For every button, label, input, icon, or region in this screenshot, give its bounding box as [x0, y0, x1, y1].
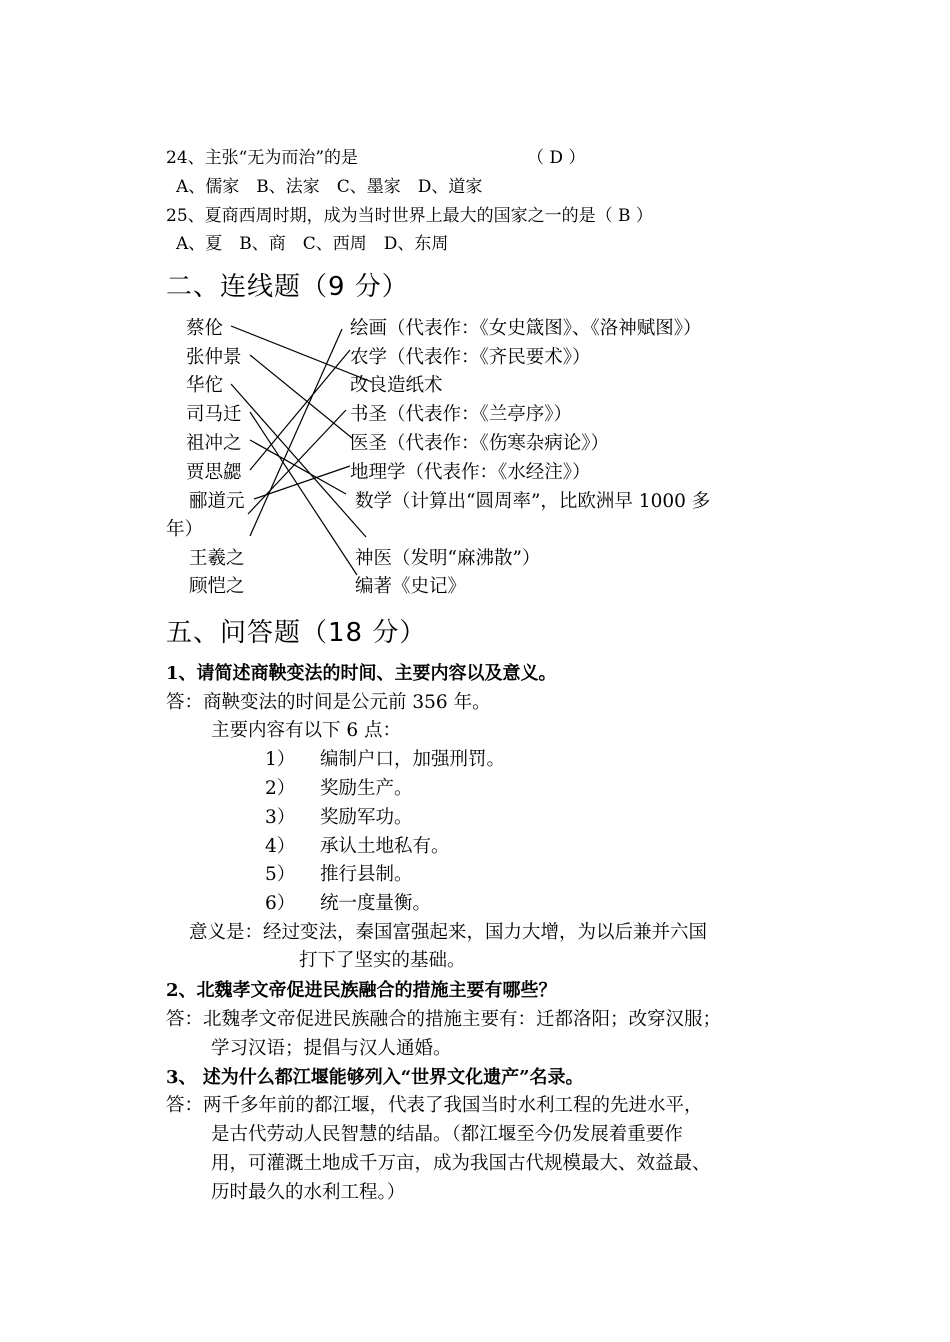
- match-item: 地理学（代表作：《水经注》）: [350, 462, 591, 483]
- point-text: 编制户口，加强刑罚。: [320, 749, 506, 770]
- question-24: 24、主张“无为而治”的是: [166, 148, 359, 168]
- point-number: 1）: [265, 749, 296, 770]
- name-item: 郦道元: [189, 491, 245, 512]
- essay-heading: 五、问答题（18 分）: [166, 618, 427, 648]
- match-item: 神医（发明“麻沸散”）: [355, 548, 541, 569]
- matching-heading: 二、连线题（9 分）: [166, 272, 409, 302]
- essay-answer-2: 答：北魏孝文帝促进民族融合的措施主要有：迁都洛阳；改穿汉服；: [166, 1009, 722, 1030]
- match-item: 数学（计算出“圆周率”，比欧洲早 1000 多: [355, 491, 711, 512]
- name-item: 张仲景: [186, 347, 242, 368]
- point-text: 奖励生产。: [320, 778, 413, 799]
- point-text: 推行县制。: [320, 864, 413, 885]
- point-number: 4）: [265, 836, 296, 857]
- match-item: 书圣（代表作：《兰亭序》）: [350, 404, 573, 425]
- essay-answer-3-cont: 用，可灌溉土地成千万亩，成为我国古代规模最大、效益最、: [211, 1153, 711, 1174]
- name-item: 司马迁: [186, 404, 242, 425]
- essay-answer-2-cont: 学习汉语；提倡与汉人通婚。: [211, 1038, 452, 1059]
- point-number: 2）: [265, 778, 296, 799]
- question-24-options: A、儒家 B、法家 C、墨家 D、道家: [176, 177, 483, 197]
- question-25-options: A、夏 B、商 C、西周 D、东周: [176, 234, 449, 254]
- name-item: 蔡伦: [186, 318, 224, 339]
- match-line-jia-sixie: [250, 350, 350, 470]
- match-line-sima-qian: [250, 412, 357, 575]
- match-item: 编著《史记》: [355, 576, 467, 597]
- essay-answer-1-meaning: 意义是：经过变法，秦国富强起来，国力大增，为以后兼并六国: [189, 922, 708, 943]
- match-line-cai-lun: [231, 326, 372, 382]
- essay-answer-1-meaning-cont: 打下了坚实的基础。: [299, 950, 466, 971]
- essay-answer-3-cont: 是古代劳动人民智慧的结晶。（都江堰至今仍发展着重要作: [211, 1124, 683, 1145]
- essay-question-2: 2、北魏孝文帝促进民族融合的措施主要有哪些？: [166, 980, 557, 1001]
- name-item: 顾恺之: [189, 576, 245, 597]
- essay-question-3: 3、 述为什么都江堰能够列入“世界文化遗产”名录。: [166, 1067, 584, 1088]
- question-25: 25、夏商西周时期，成为当时世界上最大的国家之一的是（ B ）: [166, 206, 653, 226]
- point-number: 3）: [265, 807, 296, 828]
- name-item: 王羲之: [189, 548, 245, 569]
- essay-answer-3-cont: 历时最久的水利工程。）: [211, 1182, 406, 1203]
- essay-answer-1-time: 答：商鞅变法的时间是公元前 356 年。: [166, 692, 491, 713]
- match-item: 绘画（代表作：《女史箴图》、《洛神赋图》）: [350, 318, 702, 339]
- name-item: 贾思勰: [186, 462, 242, 483]
- point-number: 6）: [265, 893, 296, 914]
- match-item-wrap: 年）: [166, 519, 204, 540]
- name-item: 华佗: [186, 375, 224, 396]
- point-number: 5）: [265, 864, 296, 885]
- essay-answer-3: 答：两千多年前的都江堰，代表了我国当时水利工程的先进水平，: [166, 1095, 703, 1116]
- point-text: 承认土地私有。: [320, 836, 450, 857]
- match-item: 改良造纸术: [350, 375, 443, 396]
- match-item: 医圣（代表作：《伤寒杂病论》）: [350, 433, 610, 454]
- essay-question-1: 1、请简述商鞅变法的时间、主要内容以及意义。: [166, 663, 557, 684]
- essay-answer-1-intro: 主要内容有以下 6 点：: [211, 720, 402, 741]
- question-24-answer: （ D ）: [527, 148, 586, 168]
- point-text: 统一度量衡。: [320, 893, 432, 914]
- name-item: 祖冲之: [186, 433, 242, 454]
- match-item: 农学（代表作：《齐民要术》）: [350, 347, 591, 368]
- point-text: 奖励军功。: [320, 807, 413, 828]
